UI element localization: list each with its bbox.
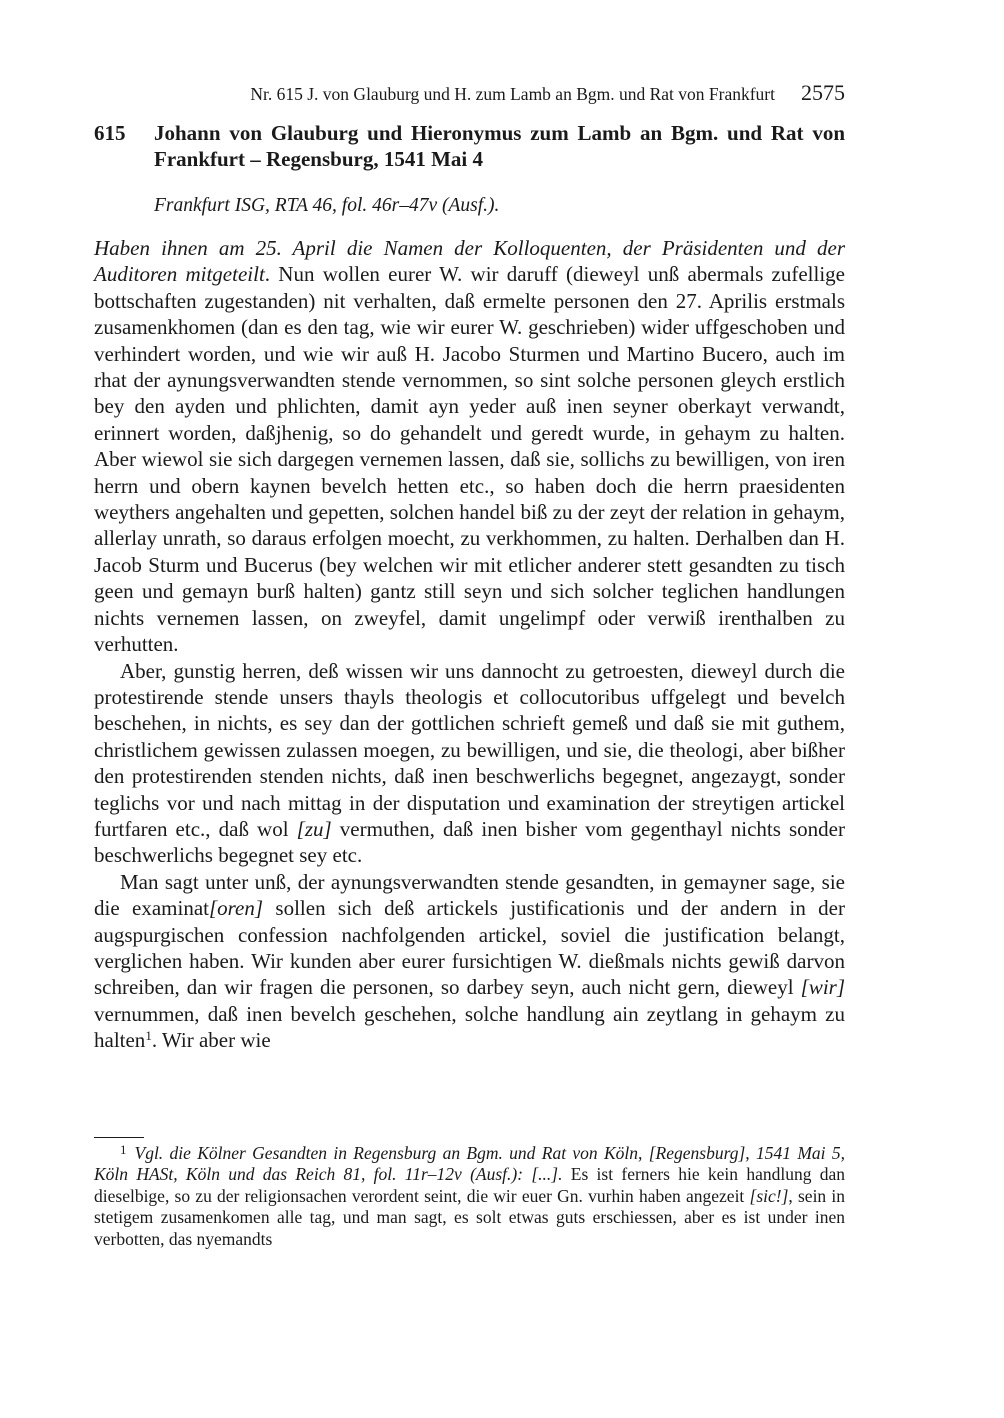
paragraph-2 (94, 658, 845, 869)
running-head (94, 80, 845, 108)
footnote-sic: [sic!] (749, 1185, 789, 1206)
document-number: 615 (94, 121, 126, 145)
paragraph-3-text-b: sollen sich deß artickels justificationis und der andern in der augspurgischen confession nachfolgenden artickel, soviel die justification belangt, verglichen haben. Wir kunden aber eurer fursichtigen W. dießmals nichts gewiß darvon schreiben, dan wir fragen die personen, so darbey seyn, auch nicht gern, dieweyl (94, 896, 845, 1000)
source-citation: Frankfurt ISG, RTA 46, fol. 46r–47v (Ausf.). (154, 195, 500, 216)
editorial-insertion: [wir] (800, 975, 845, 1000)
editorial-summary: Haben ihnen am 25. April die Namen der Kolloquenten, der Präsidenten und der Auditoren mitgeteilt (94, 236, 845, 287)
paragraph-1-text: . Nun wollen eurer W. wir daruff (dieweyl unß abermals zufellige bottschaften zugestanden) nit verhalten, daß ermelte personen den 27. Aprilis erstmals zusamenkhomen (dan es den tag, wie wir eurer W. geschrieben) wider uffgeschoben und verhindert worden, und wie wir auß H. Jacobo Sturmen und Martino Bucero, auch im rhat der aynungsverwandten stende vernommen, so sint solche personen gleych erstlich bey den ayden und phlichten, damit ayn yeder auß inen seyner oberkayt verwandt, erinnert worden, daßjhenig, so do gehandelt und geredt wurde, in gehaym zu halten. Aber wiewol sie sich dargegen vernemen lassen, daß sie, sollichs zu bewilligen, von iren herrn und obern kaynen bevelch hetten etc., so haben doch die herrn praesidenten weythers angehalten und gepetten, solchen handel biß zu der zeyt der relation in gehaym, allerlay unrath, so daraus erfolgen moecht, zu verkhommen, zu halten. Derhalben dan H. Jacob Sturm und Bucerus (bey welchen wir mit etlicher anderer stett gesandten zu tisch geen und gemayn burß halten) gantz still seyn und sich solcher teglichen handlungen nichts vernemen lassen, on zweyfel, damit ungelimpf oder verwiß irenthalben zu verhutten. (94, 262, 845, 657)
paragraph-3 (94, 869, 845, 1054)
footnote-reference: 1 (145, 1028, 152, 1044)
paragraph-2-text-a: Aber, gunstig herren, deß wissen wir uns dannocht zu getroesten, dieweyl durch die protestirende stende unsers thayls theologis et collocutoribus uffgelegt und bevelch beschehen, in nichts, es sey dan der gottlichen schrieft gemeß und daß sie mit guthem, christlichem gewissen zulassen moegen, zu bewilligen, und sie, die theologi, aber bißher den protestirenden stenden nichts, daß inen beschwerlichs begegnet, angezaygt, sonder teglichs vor und nach mittag in der disputation und examination der streytigen artickel furtfaren etc., daß wol (94, 658, 845, 841)
document-heading (94, 120, 845, 172)
footnote-text-b: , sein in stetigem zusamenkomen alle tag, und man sagt, es solt etwas guts erschiessen, aber es ist under inen verbotten, das nyemandts (94, 1185, 845, 1249)
paragraph-3-text-d: . Wir aber wie (151, 1028, 271, 1053)
footnote-divider (94, 1137, 144, 1138)
running-head-title: Nr. 615 J. von Glauburg und H. zum Lamb an Bgm. und Rat von Frankfurt (250, 84, 775, 104)
editorial-insertion: [zu] (296, 816, 332, 841)
document-title: Johann von Glauburg und Hieronymus zum Lamb an Bgm. und Rat von Frankfurt – Regensburg, 1541 Mai 4 (154, 121, 845, 171)
paragraph-3-text-a: Man sagt unter unß, der aynungsverwandten stende gesandten, in gemayner sage, sie die examinat (94, 869, 845, 921)
editorial-insertion: [oren] (208, 896, 264, 921)
page-number: 2575 (801, 80, 845, 105)
paragraph-2-text-b: vermuthen, daß inen bisher vom gegenthayl nichts sonder beschwerlichs begegnet sey etc. (94, 816, 846, 868)
paragraph-1 (94, 235, 845, 658)
footnote-1: 1 Vgl. die Kölner Gesandten in Regensburg an Bgm. und Rat von Köln, [Regensburg], 1541 Mai 5, Köln HASt, Köln und das Reich 81, fol. 11r–12v (Ausf.): [...]. Es ist ferners hie kein handlung dan dieselbige, so zu der religionsachen verordent seint, die wir euer Gn. vurhin haben angezeit [sic!], sein in stetigem zusamenkomen alle tag, und man sagt, es solt etwas guts erschiessen, aber es ist under inen verbotten, das nyemandts (94, 1142, 845, 1249)
paragraph-3-text-c: vernummen, daß inen bevelch geschehen, solche handlung ain zeytlang in gehaym zu halten (94, 1001, 845, 1053)
footnote-text-a: Es ist ferners hie kein handlung dan dieselbige, so zu der religionsachen verordent seint, die wir euer Gn. vurhin haben angezeit (94, 1164, 845, 1206)
footnote-editorial: Vgl. die Kölner Gesandten in Regensburg an Bgm. und Rat von Köln, [Regensburg], 1541 Mai 5, Köln HASt, Köln und das Reich 81, fol. 11r–12v (Ausf.): [...]. (94, 1143, 845, 1185)
body-text (94, 235, 845, 1054)
